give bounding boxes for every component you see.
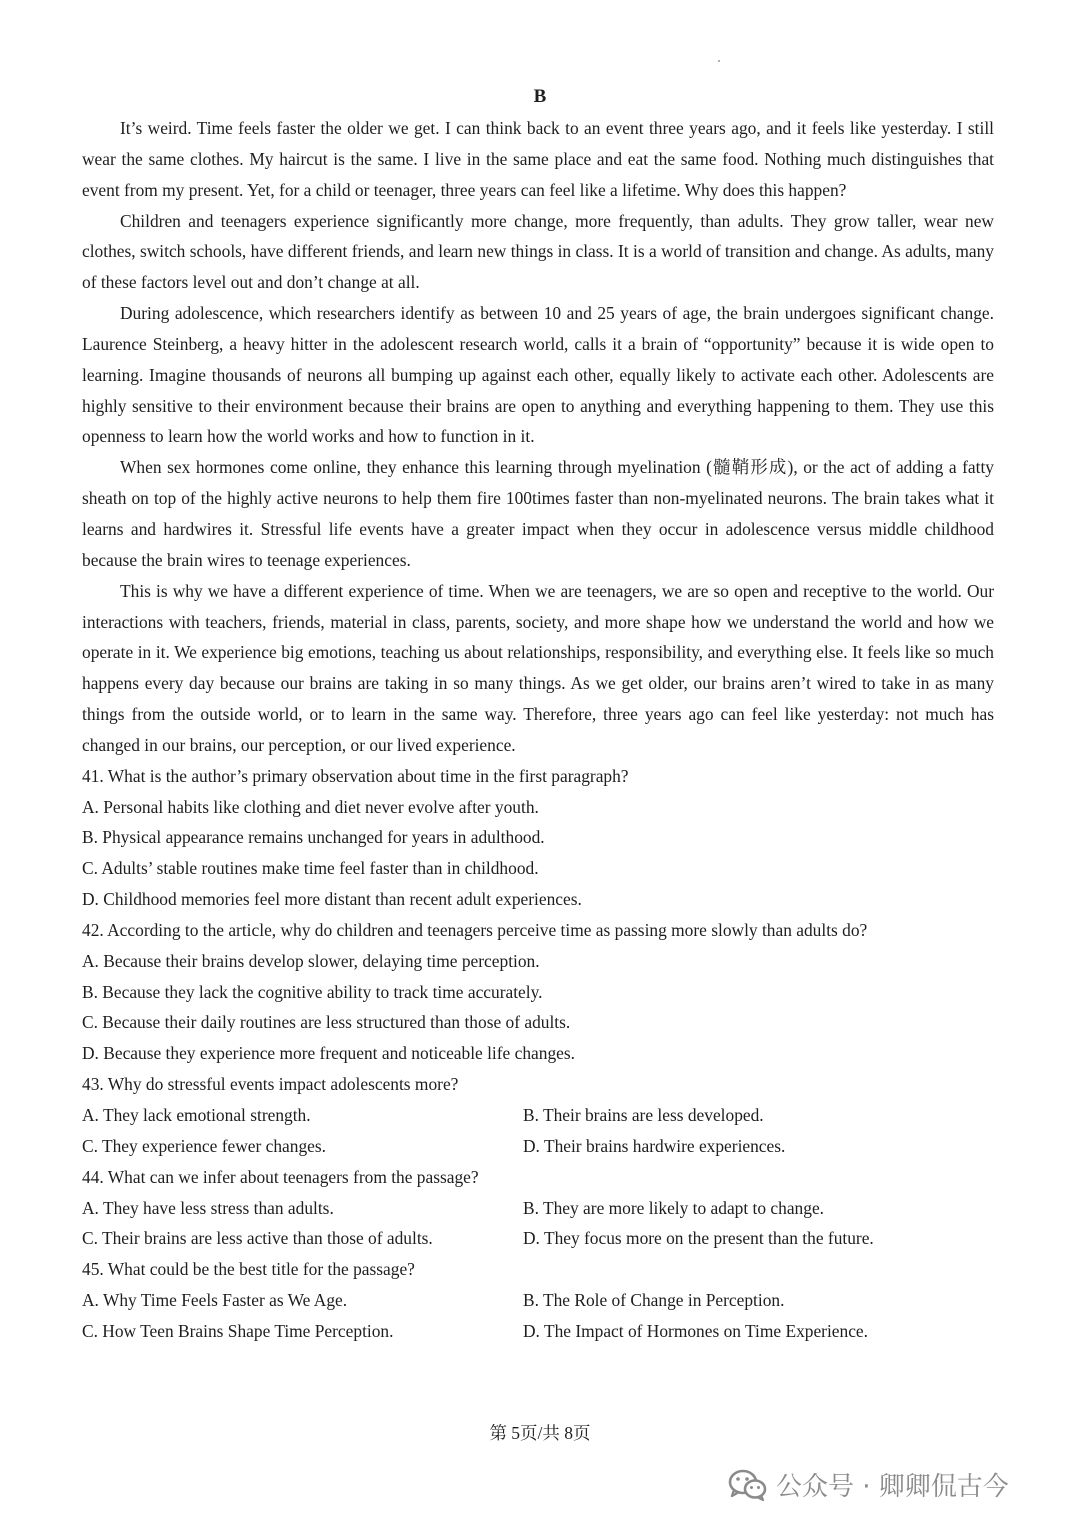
wechat-icon bbox=[728, 1468, 768, 1502]
option-c: C. They experience fewer changes. bbox=[82, 1135, 326, 1156]
passage-paragraph-1: It’s weird. Time feels faster the older we get. I can think back to an event three years ago, and it feels like yesterday. I still wear the same clothes. My haircut is the same. I live in the same place and eat the same food. Nothing much distinguishes that event from my present. Yet, for a child or teenager, three years can feel like a lifetime. Why does this happen? bbox=[82, 118, 994, 200]
page-content bbox=[82, 113, 994, 1347]
watermark-text: 公众号 · 卿卿侃古今 bbox=[776, 1472, 1009, 1502]
question-stem: 43. Why do stressful events impact adolescents more? bbox=[82, 1074, 459, 1095]
question-41 bbox=[82, 761, 994, 915]
question-43 bbox=[82, 1069, 994, 1162]
option-row bbox=[82, 1285, 994, 1316]
option-d: D. The Impact of Hormones on Time Experience. bbox=[523, 1320, 869, 1341]
option-row bbox=[82, 1223, 994, 1254]
passage-paragraph-5: This is why we have a different experience of time. When we are teenagers, we are so open and receptive to the world. Our interactions with teachers, friends, material in class, parents, society, and more shape how we understand the world and how we operate in it. We experience big emotions, teaching us about relationships, responsibility, and everything else. It feels like so much happens every day because our brains are taking in so many things. As we get older, our brains aren’t wired to take in as many things from the outside world, or to learn in the same way. Therefore, three years ago can feel like yesterday: not much has changed in our brains, our perception, or our lived experience. bbox=[82, 580, 994, 755]
question-stem: 41. What is the author’s primary observation about time in the first paragraph? bbox=[82, 765, 629, 786]
option-a: A. Personal habits like clothing and diet never evolve after youth. bbox=[82, 796, 539, 817]
option-a: A. They have less stress than adults. bbox=[82, 1197, 334, 1218]
option-d: D. Their brains hardwire experiences. bbox=[523, 1135, 786, 1156]
question-stem: 42. According to the article, why do children and teenagers perceive time as passing more slowly than adults do? bbox=[82, 919, 868, 940]
option-d: D. They focus more on the present than the future. bbox=[523, 1228, 874, 1249]
passage-paragraph-2: Children and teenagers experience significantly more change, more frequently, than adults. They grow taller, wear new clothes, switch schools, have different friends, and learn new things in class. It is a world of transition and change. As adults, many of these factors level out and don’t change at all. bbox=[82, 210, 994, 293]
option-b: B. Because they lack the cognitive ability to track time accurately. bbox=[82, 981, 543, 1002]
option-c: C. Because their daily routines are less structured than those of adults. bbox=[82, 1012, 571, 1033]
option-d: D. Because they experience more frequent and noticeable life changes. bbox=[82, 1043, 575, 1064]
option-b: B. The Role of Change in Perception. bbox=[523, 1290, 785, 1311]
watermark bbox=[728, 1466, 1009, 1503]
option-row bbox=[82, 1193, 994, 1224]
question-44 bbox=[82, 1162, 994, 1255]
question-stem: 44. What can we infer about teenagers from the passage? bbox=[82, 1166, 479, 1187]
option-d: D. Childhood memories feel more distant than recent adult experiences. bbox=[82, 889, 582, 910]
option-c: C. Their brains are less active than those of adults. bbox=[82, 1228, 433, 1249]
option-row bbox=[82, 1100, 994, 1131]
scan-speck bbox=[718, 60, 720, 62]
option-a: A. Why Time Feels Faster as We Age. bbox=[82, 1290, 348, 1311]
option-a: A. They lack emotional strength. bbox=[82, 1105, 311, 1125]
option-c: C. How Teen Brains Shape Time Perception. bbox=[82, 1320, 394, 1341]
option-row bbox=[82, 1131, 994, 1162]
option-c: C. Adults’ stable routines make time feel faster than in childhood. bbox=[82, 858, 539, 879]
option-row bbox=[82, 1316, 994, 1347]
option-a: A. Because their brains develop slower, delaying time perception. bbox=[82, 950, 540, 971]
page-number: 第 5页/共 8页 bbox=[489, 1423, 591, 1443]
section-title: B bbox=[533, 86, 547, 107]
question-45 bbox=[82, 1254, 994, 1347]
option-b: B. Physical appearance remains unchanged for years in adulthood. bbox=[82, 827, 545, 848]
question-42 bbox=[82, 915, 994, 1069]
question-stem: 45. What could be the best title for the passage? bbox=[82, 1259, 415, 1280]
option-b: B. They are more likely to adapt to change. bbox=[523, 1197, 825, 1218]
option-b: B. Their brains are less developed. bbox=[523, 1105, 764, 1125]
passage-paragraph-4: When sex hormones come online, they enhance this learning through myelination (髓鞘形成), or the act of adding a fatty sheath on top of the highly active neurons to help them fire 100times faster than non-myelinated neurons. The brain takes what it learns and hardwires it. Stressful life events have a greater impact when they occur in adolescence versus middle childhood because the brain wires to teenage experiences. bbox=[82, 457, 994, 570]
passage-paragraph-3: During adolescence, which researchers identify as between 10 and 25 years of age, the brain undergoes significant change. Laurence Steinberg, a heavy hitter in the adolescent research world, calls it a brain of “opportunity” because it is wide open to learning. Imagine thousands of neurons all bumping up against each other, equally likely to activate each other. Adolescents are highly sensitive to their environment because their brains are open to anything and everything happening to them. They use this openness to learn how the world works and how to function in it. bbox=[82, 303, 994, 447]
